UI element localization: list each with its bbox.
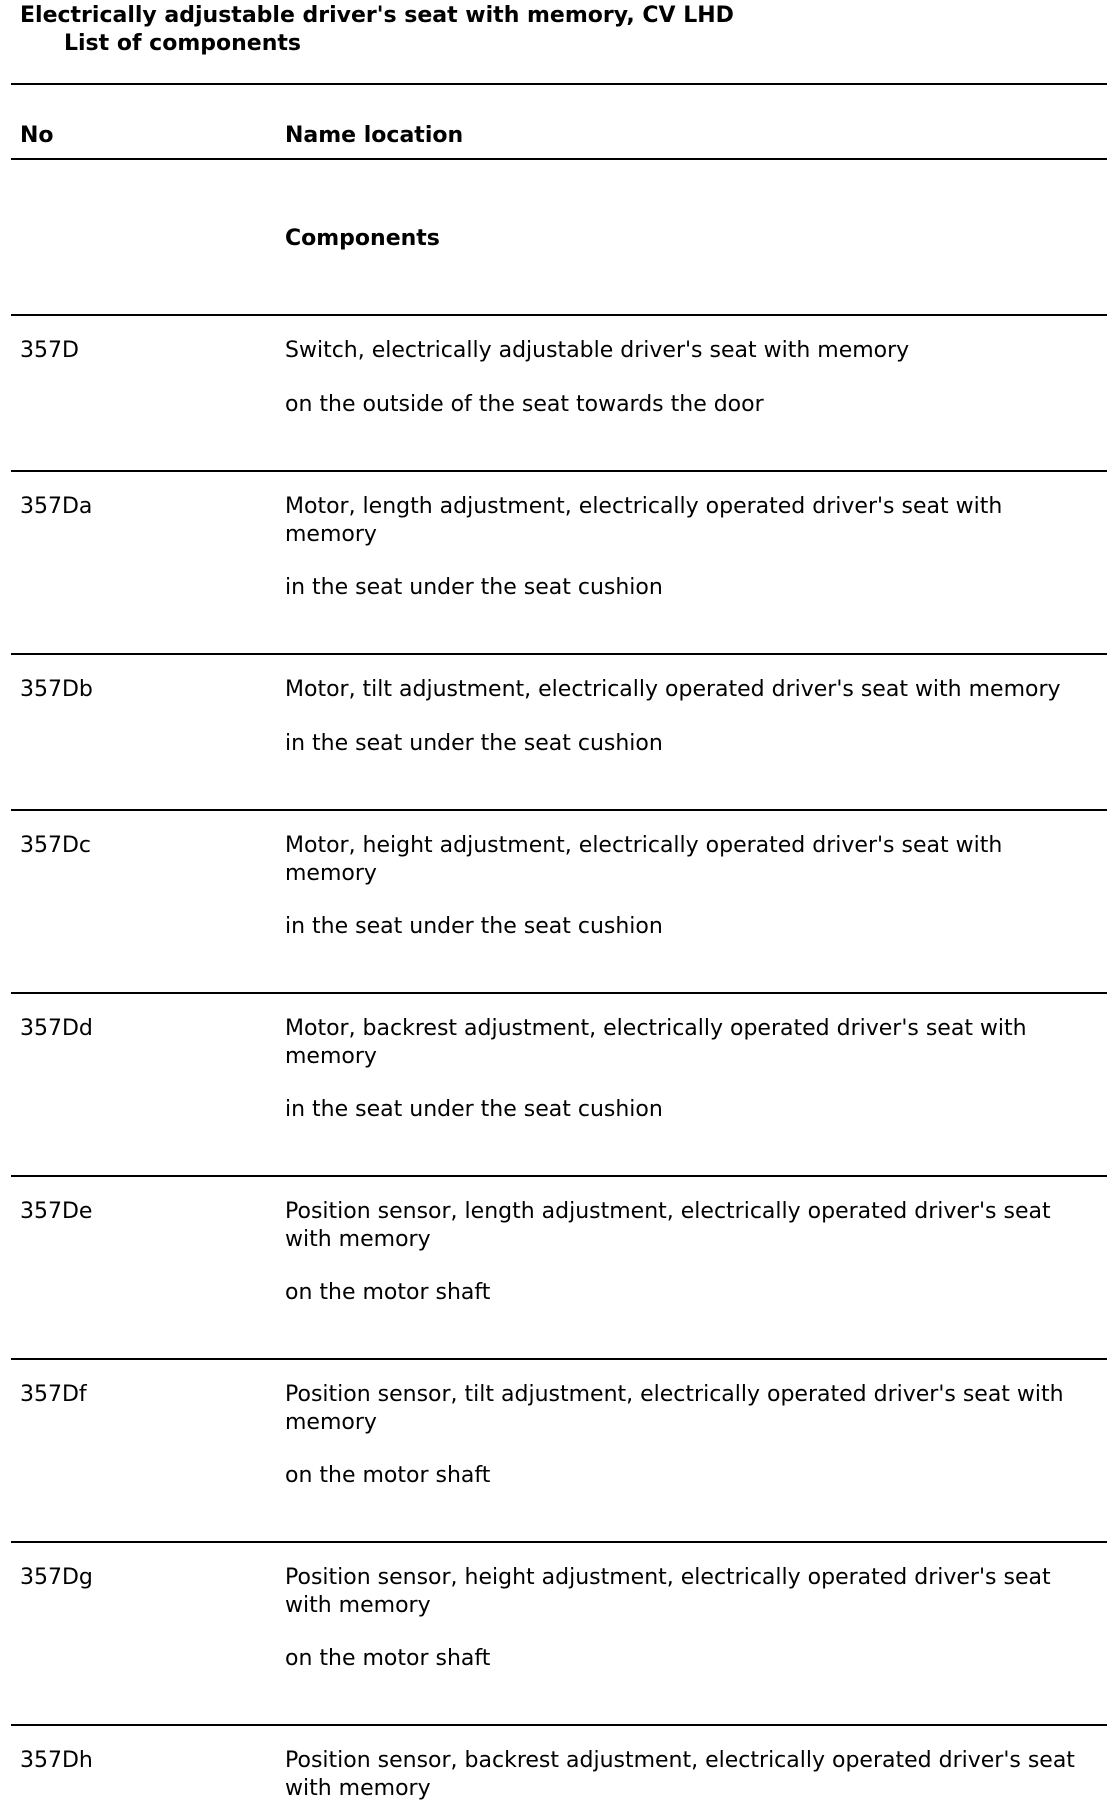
component-number: 357D <box>20 338 79 363</box>
row-divider <box>11 314 1107 316</box>
row-divider <box>11 653 1107 655</box>
row-divider <box>11 1541 1107 1543</box>
component-number: 357Dh <box>20 1748 93 1773</box>
component-location: on the outside of the seat towards the door <box>285 392 764 417</box>
row-divider <box>11 1175 1107 1177</box>
row-divider <box>11 992 1107 994</box>
component-location: in the seat under the seat cushion <box>285 1097 663 1122</box>
component-number: 357Df <box>20 1382 87 1407</box>
component-location: on the motor shaft <box>285 1280 491 1305</box>
row-divider <box>11 1724 1107 1726</box>
component-number: 357Da <box>20 494 93 519</box>
column-header-name-location: Name location <box>285 123 464 148</box>
component-name: Motor, height adjustment, electrically operated driver's seat with memory <box>285 833 1003 886</box>
component-location: on the motor shaft <box>285 1463 491 1488</box>
component-number: 357De <box>20 1199 93 1224</box>
component-number: 357Db <box>20 677 93 702</box>
document-title: Electrically adjustable driver's seat with memory, CV LHD <box>20 3 734 28</box>
component-name: Position sensor, tilt adjustment, electrically operated driver's seat with memory <box>285 1382 1064 1435</box>
component-number: 357Dc <box>20 833 92 858</box>
component-name: Motor, tilt adjustment, electrically operated driver's seat with memory <box>285 677 1061 702</box>
component-name: Motor, length adjustment, electrically operated driver's seat with memory <box>285 494 1003 547</box>
row-divider <box>11 470 1107 472</box>
component-name: Motor, backrest adjustment, electrically operated driver's seat with memory <box>285 1016 1027 1069</box>
component-location: on the motor shaft <box>285 1646 491 1671</box>
component-number: 357Dg <box>20 1565 93 1590</box>
document-subtitle: List of components <box>64 31 301 56</box>
row-divider <box>11 1358 1107 1360</box>
component-name: Position sensor, height adjustment, electrically operated driver's seat with memory <box>285 1565 1051 1618</box>
row-divider <box>11 809 1107 811</box>
component-location: in the seat under the seat cushion <box>285 914 663 939</box>
top-rule <box>11 83 1107 85</box>
component-name: Switch, electrically adjustable driver's seat with memory <box>285 338 910 363</box>
component-location: in the seat under the seat cushion <box>285 575 663 600</box>
component-name: Position sensor, backrest adjustment, electrically operated driver's seat with memory <box>285 1748 1075 1801</box>
header-rule <box>11 158 1107 160</box>
section-label: Components <box>285 226 440 251</box>
column-header-no: No <box>20 123 54 148</box>
component-location: in the seat under the seat cushion <box>285 731 663 756</box>
component-name: Position sensor, length adjustment, electrically operated driver's seat with memory <box>285 1199 1051 1252</box>
component-number: 357Dd <box>20 1016 93 1041</box>
